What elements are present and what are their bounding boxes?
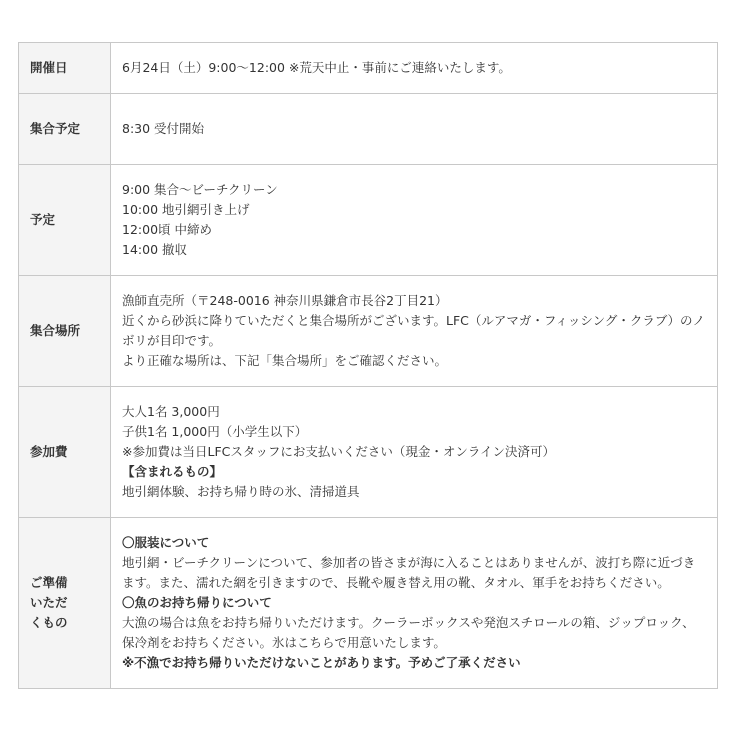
event-info-table — [18, 42, 718, 689]
table-row-schedule — [19, 165, 718, 276]
table-row-meeting-time — [19, 94, 718, 165]
schedule-item: 9:00 集合〜ビーチクリーン — [122, 182, 278, 197]
row-label-meeting-place — [19, 276, 111, 387]
fish-takeaway-heading: 〇魚のお持ち帰りについて — [122, 595, 272, 610]
schedule-item: 14:00 撤収 — [122, 242, 187, 257]
row-value-fee — [111, 387, 718, 518]
reception-start-text: 8:30 受付開始 — [122, 121, 205, 136]
row-value-meeting-place — [111, 276, 718, 387]
row-label-preparation — [19, 518, 111, 689]
row-label-meeting-time — [19, 94, 111, 165]
meeting-time-label-text: 集合予定 — [30, 121, 81, 136]
fee-payment-note: ※参加費は当日LFCスタッフにお支払いください（現金・オンライン決済可） — [122, 444, 555, 459]
place-note: より正確な場所は、下記「集合場所」をご確認ください。 — [122, 353, 448, 368]
table-row-meeting-place — [19, 276, 718, 387]
fish-takeaway-text: 大漁の場合は魚をお持ち帰りいただけます。クーラーボックスや発泡スチロールの箱、ジップロック、保冷剤をお持ちください。氷はこちらで用意いたします。 — [122, 615, 695, 650]
meeting-place-label-text: 集合場所 — [30, 323, 81, 338]
date-text: 6月24日（土）9:00〜12:00 ※荒天中止・事前にご連絡いたします。 — [122, 60, 511, 75]
schedule-item: 10:00 地引網引き上げ — [122, 202, 250, 217]
table-row-fee — [19, 387, 718, 518]
row-value-preparation — [111, 518, 718, 689]
schedule-item: 12:00頃 中締め — [122, 222, 212, 237]
table-row-preparation — [19, 518, 718, 689]
table-row-date — [19, 43, 718, 94]
row-label-schedule: 予定 — [19, 165, 111, 276]
place-address: 漁師直売所（〒248-0016 神奈川県鎌倉市長谷2丁目21） — [122, 293, 448, 308]
row-value-date — [111, 43, 718, 94]
preparation-label-text: ご準備いただくもの — [30, 575, 68, 630]
fee-adult: 大人1名 3,000円 — [122, 404, 220, 419]
fee-included-items: 地引網体験、お持ち帰り時の氷、清掃道具 — [122, 484, 360, 499]
row-value-meeting-time — [111, 94, 718, 165]
row-value-schedule — [111, 165, 718, 276]
clothing-text: 地引網・ビーチクリーンについて、参加者の皆さまが海に入ることはありませんが、波打ち際に近づきます。また、濡れた網を引きますので、長靴や履き替え用の靴、タオル、軍手をお持ちください。 — [122, 555, 696, 590]
clothing-heading: 〇服装について — [122, 535, 210, 550]
fee-included-heading: 【含まれるもの】 — [122, 464, 223, 479]
place-directions: 近くから砂浜に降りていただくと集合場所がございます。LFC（ルアマガ・フィッシング・クラブ）のノボリが目印です。 — [122, 313, 705, 348]
row-label-date: 開催日 — [19, 43, 111, 94]
poor-catch-note: ※不漁でお持ち帰りいただけないことがあります。予めご了承ください — [122, 655, 521, 670]
fee-child: 子供1名 1,000円（小学生以下） — [122, 424, 308, 439]
row-label-fee: 参加費 — [19, 387, 111, 518]
